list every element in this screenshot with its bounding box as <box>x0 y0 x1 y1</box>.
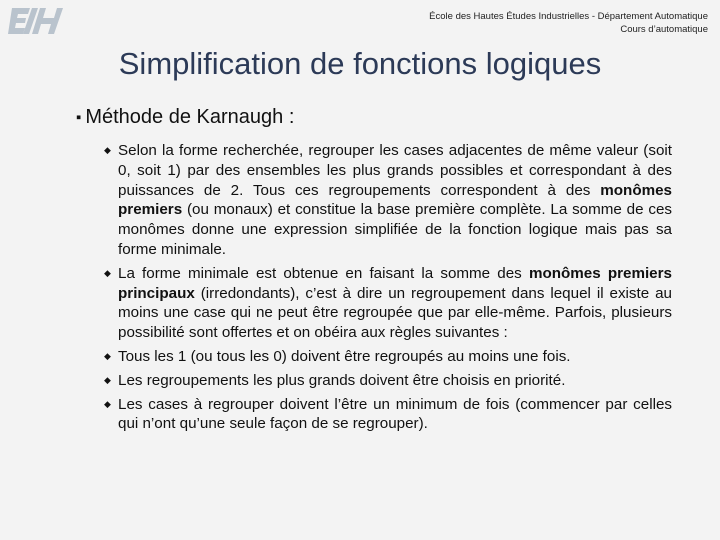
section-heading-text: Méthode de Karnaugh : <box>85 106 295 128</box>
bullet-list <box>76 141 672 434</box>
diamond-bullet-icon: ◆ <box>104 398 111 409</box>
diamond-bullet-icon: ◆ <box>104 350 111 361</box>
content-section <box>76 106 676 438</box>
list-item <box>104 395 672 435</box>
item-text: La forme minimale est obtenue en faisant la somme des <box>118 264 529 282</box>
list-item <box>104 371 672 391</box>
institution-header <box>429 10 708 36</box>
item-text: Les regroupements les plus grands doivent être choisis en priorité. <box>118 371 566 389</box>
item-text: Selon la forme recherchée, regrouper les cases adjacentes de même valeur (soit 0, soit 1) par des ensembles les plus grands possibles et correspondant à des puissances de 2. Tous ces regroupements correspondent à des <box>118 142 672 199</box>
eih-logo-mark <box>8 6 66 36</box>
list-item <box>104 141 672 260</box>
slide-title: Simplification de fonctions logiques <box>118 46 602 81</box>
square-bullet-icon: ▪ <box>76 109 82 126</box>
diamond-bullet-icon: ◆ <box>104 374 111 385</box>
institution-line-school: École des Hautes Études Industrielles - Département Automatique <box>429 11 708 22</box>
diamond-bullet-icon: ◆ <box>104 267 111 278</box>
item-text: Les cases à regrouper doivent l’être un minimum de fois (commencer par celles qui n’ont qu’une seule façon de se regrouper). <box>118 395 672 433</box>
item-emphasis: monômes premiers <box>118 181 672 219</box>
section-heading <box>76 106 676 129</box>
list-item <box>104 347 672 367</box>
item-text: (ou monaux) et constitue la base première complète. La somme de ces monômes donne une expression simplifiée de la fonction logique mais pas sa forme minimale. <box>118 201 672 258</box>
item-text: (irredondants), c’est à dire un regroupement dans lequel il existe au moins une case qui ne peut être regroupée que par elle-même. Parfois, plusieurs possibilité sont offertes et on obéira aux règles suivantes : <box>118 284 672 342</box>
eih-logo <box>8 6 66 36</box>
item-text: Tous les 1 (ou tous les 0) doivent être regroupés au moins une fois. <box>118 347 571 365</box>
institution-line-course: Cours d’automatique <box>620 24 708 35</box>
item-emphasis: monômes premiers principaux <box>118 264 672 302</box>
diamond-bullet-icon: ◆ <box>104 145 111 155</box>
list-item <box>104 264 672 343</box>
